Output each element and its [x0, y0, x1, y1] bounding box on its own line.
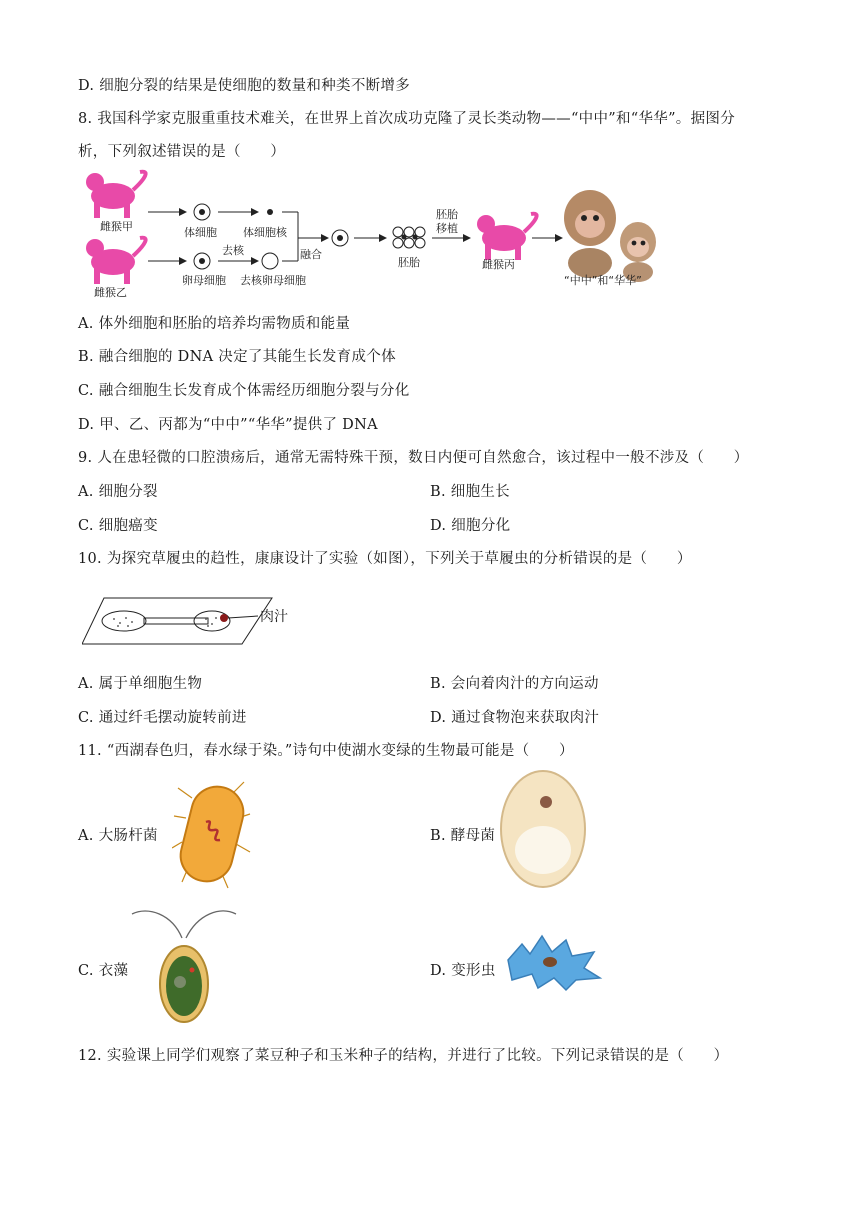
q9-option-d: D. 细胞分化: [430, 518, 511, 534]
monkey-b-label: 雌猴乙: [94, 286, 127, 299]
q11-option-c: C. 衣藻: [78, 963, 129, 979]
embryo-label: 胚胎: [398, 256, 420, 269]
embryo-icon: [393, 227, 425, 248]
chlamydomonas-icon: [128, 904, 240, 1026]
q8-option-c: C. 融合细胞生长发育成个体需经历细胞分裂与分化: [78, 383, 410, 399]
monkey-b-icon: [86, 238, 146, 284]
q11-option-a: A. 大肠杆菌: [78, 828, 158, 844]
baby-monkeys-icon: [564, 190, 656, 282]
monkey-a-icon: [86, 172, 146, 218]
q8-option-d: D. 甲、乙、丙都为“中中”“华华”提供了 DNA: [78, 417, 378, 433]
q9-stem: 9. 人在患轻微的口腔溃疡后，通常无需特殊干预，数日内便可自然愈合，该过程中一般不涉及（ ）: [78, 450, 749, 466]
enucleate-label: 去核: [222, 244, 244, 257]
q11-option-d: D. 变形虫: [430, 963, 496, 979]
body-cell-label: 体细胞: [184, 226, 217, 239]
monkey-c-label: 雌猴丙: [482, 258, 515, 271]
amoeba-icon: [500, 930, 604, 994]
meat-juice-label: 肉汁: [260, 609, 288, 625]
q11-option-b: B. 酵母菌: [430, 828, 496, 844]
q7-option-d: D. 细胞分裂的结果是使细胞的数量和种类不断增多: [78, 78, 411, 94]
monkey-a-label: 雌猴甲: [100, 220, 133, 233]
babies-label: “中中”和“华华”: [564, 274, 642, 287]
q10-option-a: A. 属于单细胞生物: [78, 676, 203, 692]
paramecium-slide-figure: [82, 592, 302, 654]
q8-stem-line2: 析，下列叙述错误的是（ ）: [78, 144, 286, 160]
q8-option-a: A. 体外细胞和胚胎的培养均需物质和能量: [78, 316, 351, 332]
e-coli-icon: [172, 778, 252, 890]
q9-option-c: C. 细胞癌变: [78, 518, 158, 534]
transfer-label-1: 胚胎: [436, 208, 458, 221]
enucleated-egg-label: 去核卵母细胞: [240, 274, 306, 287]
q10-option-d: D. 通过食物泡来获取肉汁: [430, 710, 600, 726]
cloning-diagram: [78, 168, 718, 300]
q10-option-c: C. 通过纤毛摆动旋转前进: [78, 710, 247, 726]
q11-stem: 11. “西湖春色归，春水绿于染。”诗句中使湖水变绿的生物最可能是（ ）: [78, 743, 574, 759]
q8-stem-line1: 8. 我国科学家克服重重技术难关，在世界上首次成功克隆了灵长类动物——“中中”和“华华”。据图分: [78, 111, 735, 127]
transfer-label-2: 移植: [436, 222, 458, 235]
body-nucleus-label: 体细胞核: [243, 226, 287, 239]
q9-option-b: B. 细胞生长: [430, 484, 510, 500]
q8-option-b: B. 融合细胞的 DNA 决定了其能生长发育成个体: [78, 349, 396, 365]
fusion-label: 融合: [300, 248, 322, 261]
monkey-c-icon: [477, 214, 537, 260]
q9-option-a: A. 细胞分裂: [78, 484, 158, 500]
q10-option-b: B. 会向着肉汁的方向运动: [430, 676, 599, 692]
q12-stem: 12. 实验课上同学们观察了菜豆种子和玉米种子的结构，并进行了比较。下列记录错误的是（ ）: [78, 1048, 729, 1064]
yeast-icon: [498, 768, 588, 890]
meat-juice-drop: [220, 614, 228, 622]
egg-cell-label: 卵母细胞: [182, 274, 226, 287]
q10-stem: 10. 为探究草履虫的趋性，康康设计了实验（如图），下列关于草履虫的分析错误的是（ ）: [78, 551, 692, 567]
